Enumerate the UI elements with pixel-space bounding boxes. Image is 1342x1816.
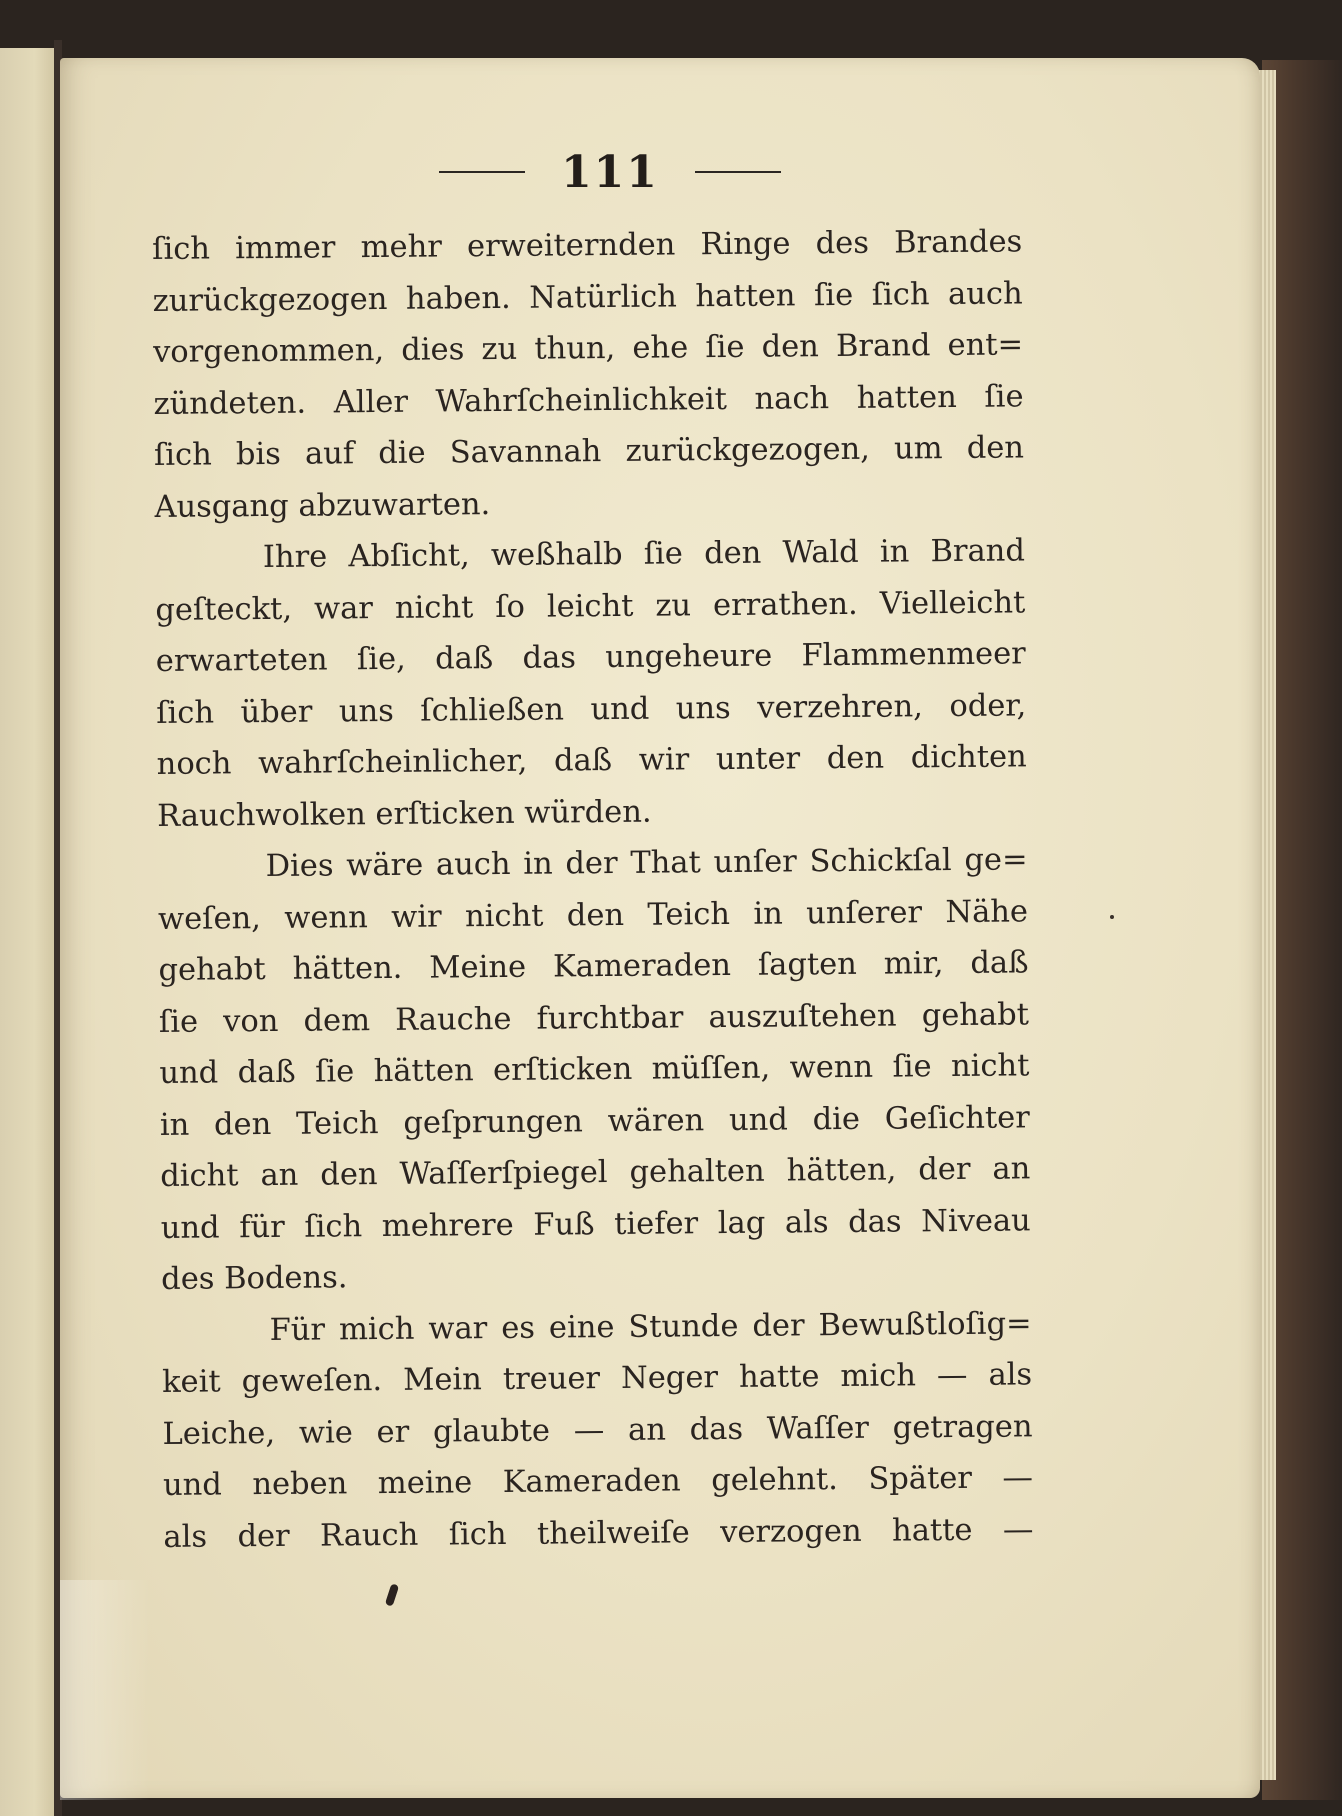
paper-speck [1110,915,1114,919]
text-line: des Bodens. [161,1260,348,1297]
text-line: Rauchwolken erſticken würden. [157,794,652,834]
text-line: gehabt hätten. Meine Kameraden ſagten mir, daß [158,945,1029,988]
text-line: und daß ſie hätten erſticken müſſen, wenn ſie nicht [159,1048,1030,1091]
text-line: und neben meine Kameraden gelehnt. Später — [162,1460,1034,1503]
header-rule-left [439,171,525,173]
text-line: keit geweſen. Mein treuer Neger hatte mich — als [161,1357,1033,1400]
page-number: 111 [561,146,659,198]
text-line: dicht an den Waſſerſpiegel gehalten hätten, der an [160,1151,1031,1194]
text-line: weſen, wenn wir nicht den Teich in unſerer Nähe [157,893,1029,937]
text-line: Dies wäre auch in der That unſer Schickſal ge= [265,842,1028,885]
text-line: ſich immer mehr erweiternden Ringe des Brandes [152,224,1023,267]
page-body-text [152,216,1034,1563]
text-line: Leiche, wie er glaubte — an das Waſſer getragen [162,1408,1033,1452]
text-line: Ausgang abzuwarten. [154,486,491,525]
page-wear [60,1580,150,1800]
text-line: und für ſich mehrere Fuß tiefer lag als das Niveau [160,1202,1031,1246]
text-line: vorgenommen, dies zu thun, ehe ſie den Brand ent= [152,327,1024,370]
text-line: als der Rauch ſich theilweiſe verzogen hatte — [163,1511,1034,1555]
text-line: ſie von dem Rauche furchtbar auszuſtehen gehabt [158,996,1030,1040]
text-line: zurückgezogen haben. Natürlich hatten ſie ſich auch [152,275,1023,319]
text-line: noch wahrſcheinlicher, daß wir unter den dichten [156,739,1027,782]
text-line: Für mich war es eine Stunde der Bewußtloſig= [269,1305,1032,1348]
text-line: zündeten. Aller Wahrſcheinlichkeit nach hatten ſie [153,378,1024,422]
text-line: ſich bis auf die Savannah zurückgezogen, um den [153,430,1025,473]
text-line: geſteckt, war nicht ſo leicht zu errathen. Vielleicht [155,584,1026,628]
header-rule-right [695,171,781,173]
text-line: ſich über uns ſchließen und uns verzehren, oder, [156,687,1027,731]
text-line: Ihre Abſicht, weßhalb ſie den Wald in Brand [262,533,1026,576]
text-line: erwarteten ſie, daß das ungeheure Flammenmeer [155,636,1026,679]
text-line: in den Teich geſprungen wären und die Geſichter [159,1099,1030,1143]
facing-page-edge [0,48,58,1816]
page-header [420,144,800,200]
